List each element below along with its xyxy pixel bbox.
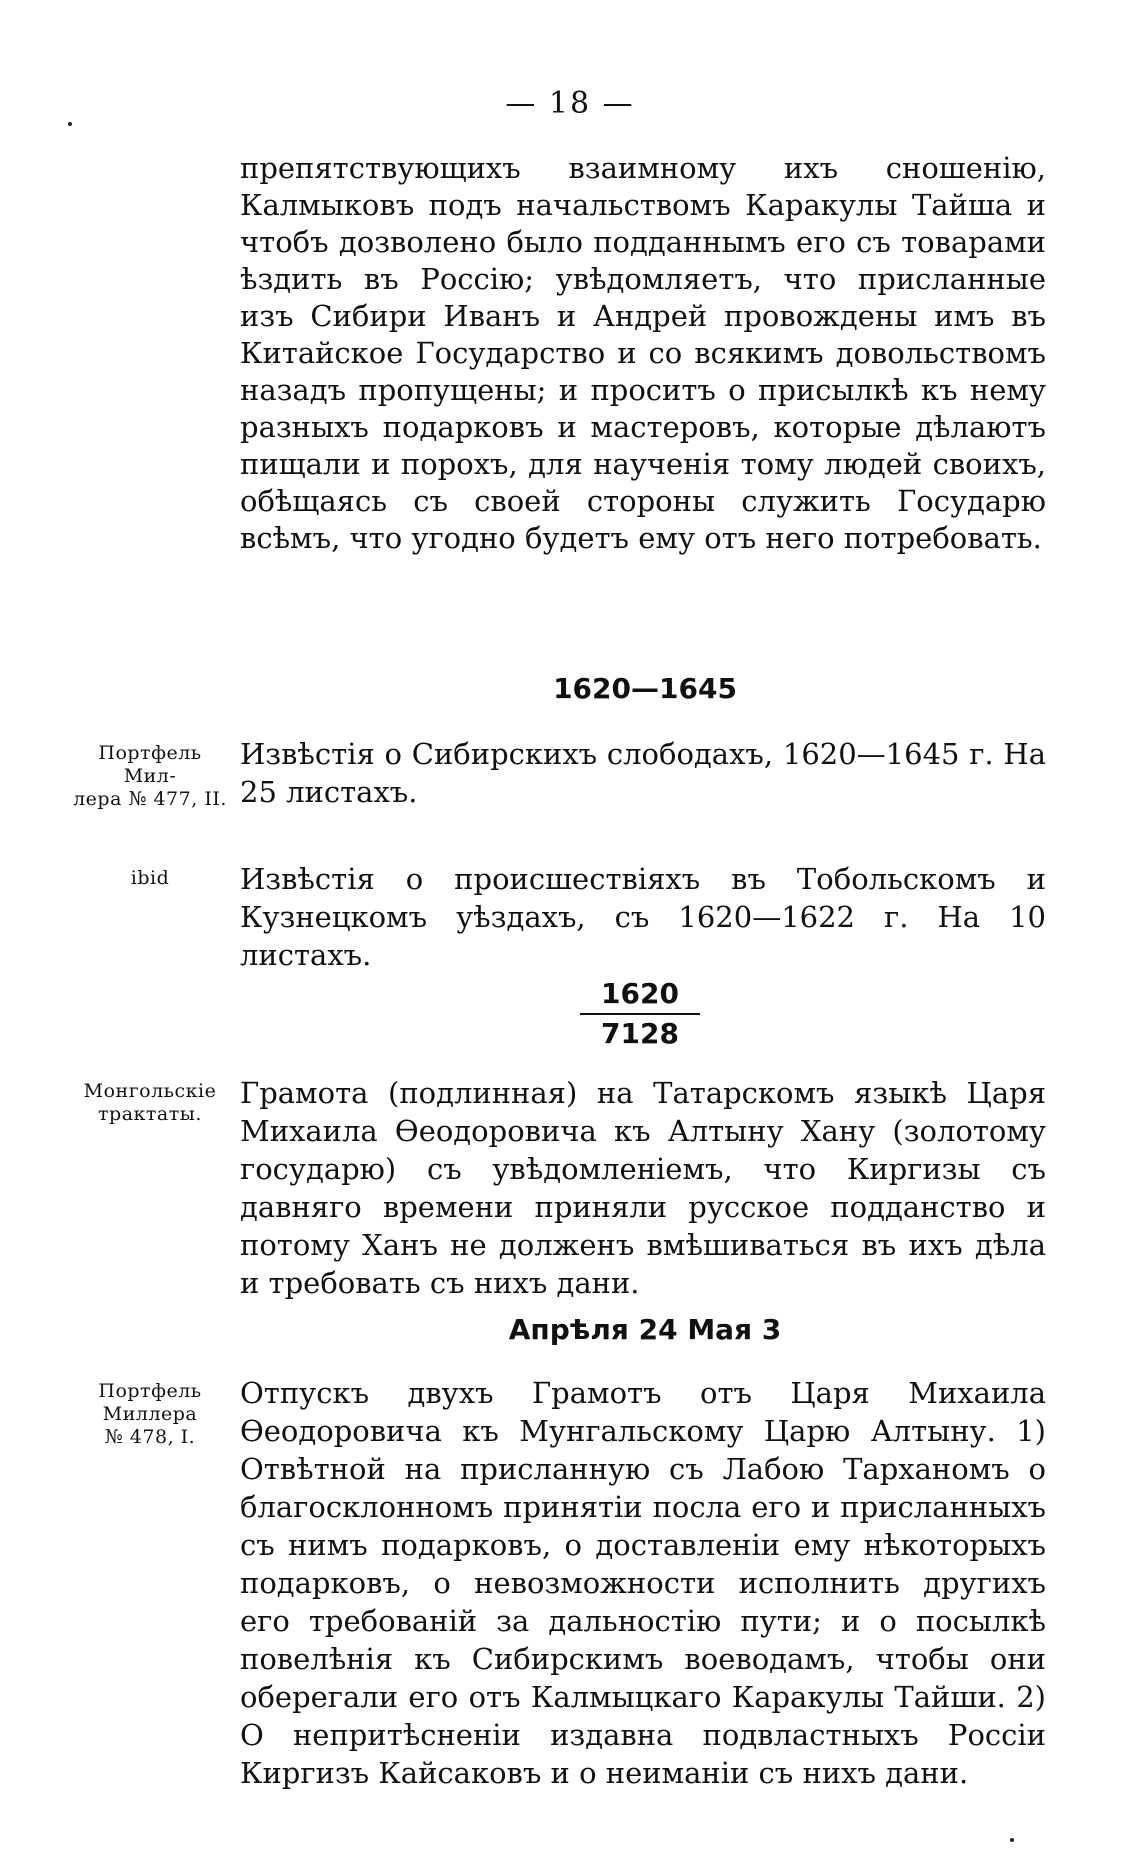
year-fraction	[580, 977, 700, 1051]
year-fraction-numerator: 1620	[580, 977, 700, 1015]
opening-paragraph: препятствующихъ взаимному ихъ сношенію, Калмыковъ подъ начальствомъ Каракулы Тайша и чтобъ дозволено было подданнымъ его съ товарами ѣздить въ Россію; увѣдомляетъ, что присланные изъ Сибири Иванъ и Андрей провождены имъ въ Китайское Государство и со всякимъ довольствомъ назадъ пропущены; и проситъ о присылкѣ къ нему разныхъ подарковъ и мастеровъ, которые дѣлаютъ пищали и порохъ, для наученія тому людей своихъ, обѣщаясь съ своей стороны служить Государю всѣмъ, что угодно будетъ ему отъ него потребовать.	[240, 151, 1046, 555]
margin-note-line: ibid	[130, 867, 170, 889]
section-heading-1620-1645: 1620—1645	[553, 672, 737, 705]
speck-dot-bottom	[1010, 1838, 1014, 1842]
margin-note-line: трактаты.	[98, 1103, 202, 1125]
date-heading: Апрѣля 24 Мая 3	[508, 1313, 782, 1346]
entry-mongol-charter: Грамота (подлинная) на Татарскомъ языкѣ Царя Михаила Ѳеодоровича къ Алтыну Хану (золотому государю) съ увѣдомленіемъ, что Киргизы съ давняго времени приняли русское подданство и потому Ханъ не долженъ вмѣшиваться въ ихъ дѣла и требовать съ нихъ дани.	[240, 1076, 1046, 1300]
margin-note-line: Портфель	[98, 1380, 202, 1402]
page-number: — 18 —	[505, 86, 635, 121]
margin-note-mongol-treaties	[70, 1080, 230, 1126]
margin-note-portfolio-477	[70, 742, 230, 811]
margin-note-line: Монгольскіе	[83, 1080, 217, 1102]
entry-tobolsk-kuznetsk: Извѣстія о происшествіяхъ въ Тобольскомъ и Кузнецкомъ уѣздахъ, съ 1620—1622 г. На 10 листахъ.	[240, 862, 1046, 972]
margin-note-line: № 478, I.	[104, 1426, 196, 1448]
margin-note-line: лера № 477, II.	[73, 788, 227, 810]
entry-siberian-settlements: Извѣстія о Сибирскихъ слободахъ, 1620—1645 г. На 25 листахъ.	[240, 737, 1046, 809]
entry-two-charters: Отпускъ двухъ Грамотъ отъ Царя Михаила Ѳеодоровича къ Мунгальскому Царю Алтыну. 1) Отвѣтной на присланную съ Лабою Тарханомъ о благосклонномъ принятіи посла его и присланныхъ съ нимъ подарковъ, о доставленіи ему нѣкоторыхъ подарковъ, о невозможности исполнить другихъ его требованій за дальностію пути; и о посылкѣ повелѣнія къ Сибирскимъ воеводамъ, чтобы они оберегали его отъ Калмыцкаго Каракулы Тайши. 2) О непритѣсненіи издавна подвластныхъ Россіи Киргизъ Кайсаковъ и о неиманіи съ нихъ дани.	[240, 1376, 1046, 1790]
speck-dot-left	[68, 122, 72, 126]
margin-note-line: Портфель Мил-	[98, 742, 202, 787]
margin-note-portfolio-478	[70, 1380, 230, 1449]
margin-note-ibid	[70, 867, 230, 890]
year-fraction-denominator: 7128	[601, 1017, 679, 1050]
margin-note-line: Миллера	[102, 1403, 198, 1425]
